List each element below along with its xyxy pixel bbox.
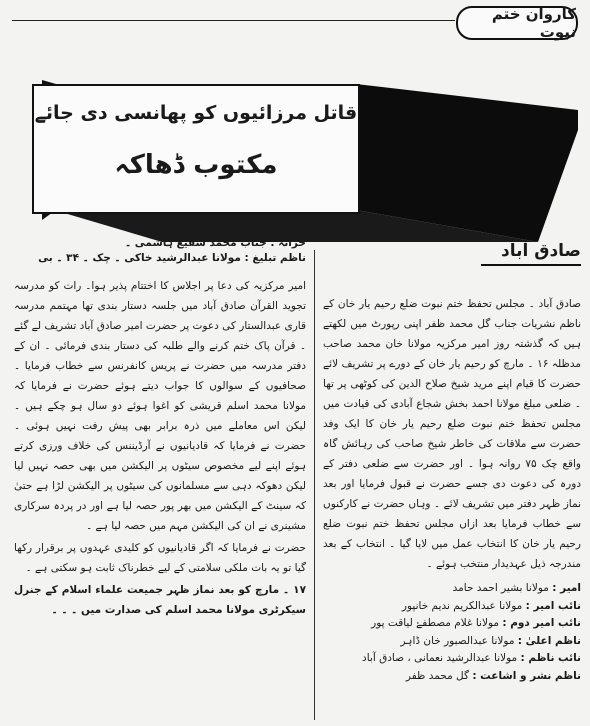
credit-treasurer: خزانہ : جناب محمد شفیع ہاشمی ۔ (124, 237, 306, 249)
officer-entry (323, 598, 581, 616)
column-divider (314, 250, 315, 720)
masthead-rule (12, 20, 455, 21)
right-column (323, 236, 581, 685)
officer-name: گل محمد ظفر (405, 669, 469, 682)
headline-subtitle: مکتوب ڈھاکہ (114, 150, 278, 180)
officer-entry (323, 580, 581, 598)
left-column (14, 236, 306, 622)
article-paragraph: امیر مرکزیہ کی دعا پر اجلاس کا اختتام پذیر ہوا۔ رات کو مدرسہ تجوید القرآن صادق آباد میں جلسہ دستار بندی تھا مہتمم مدرسہ قاری عبدالستار کی دعوت پر حضرت امیر صادق آباد تشریف لے گئے ۔ قرآن پاک ختم کرنے والے طلبہ کی دستار بندی فرمائی ۔ ان کے دفتر مدرسہ میں حضرت نے پریس کانفرنس سے خطاب فرمایا ۔ صحافیوں کے سوالوں کا جواب دیتے ہوئے حضرت نے فرمایا کہ مولانا محمد اسلم قریشی کو اغوا ہوئے دو سال ہو چکے ہیں ۔ لیکن اس معاملے میں ذرہ برابر بھی پیش رفت نہیں ہوئی ۔ حضرت نے فرمایا کہ قادیانیوں نے آرڈیننس کی خلاف ورزی کرتے ہوئے اپنے لیے مخصوص سیٹوں پر الیکشن میں بھی حصہ نہیں لیا لیکن دھوکہ دہی سے مسلمانوں کی سیٹوں پر الیکشن لڑا ہے حتیٰ کہ سینٹ کے الیکشن میں بھر پور حصہ لیا ہے اور در پردہ سرکاری مشینری نے ان کی الیکشن مہم میں حصہ لیا ہے ۔ (14, 280, 306, 532)
article-paragraph: ۱۷ ۔ مارچ کو بعد نماز ظہر جمیعت علماء اسلام کے جنرل سیکرٹری مولانا محمد اسلم کی صدارت میں ۔ ۔ ۔ (14, 584, 306, 616)
officer-role: امیر : (552, 582, 581, 594)
credit-preacher: ناظم تبلیغ : مولانا عبدالرشید خاکی ۔ چک ۔ ۳۴ ۔ بی (38, 252, 306, 264)
officer-entry (323, 615, 581, 633)
officer-name: مولانا عبدالصبور خان ڈاہر (400, 634, 515, 647)
officer-role: ناظم اعلیٰ : (517, 634, 581, 647)
section-title: صادق آباد (501, 241, 581, 261)
officer-role: نائب ناظم : (520, 652, 581, 664)
headline-box (32, 84, 360, 214)
officer-name: مولانا عبدالکریم ندیم خانپور (401, 599, 523, 612)
officer-name: مولانا بشیر احمد حامد (452, 582, 549, 594)
officer-entry (323, 668, 581, 686)
officer-role: ناظم نشر و اشاعت : (472, 669, 581, 682)
officer-entry (323, 633, 581, 651)
masthead-badge: کاروان ختم نبوت (456, 6, 578, 40)
officer-entry (323, 650, 581, 668)
article-paragraph: حضرت نے فرمایا کہ اگر قادیانیوں کو کلیدی عہدوں پر برقرار رکھا گیا تو یہ بات ملکی سلامتی کے لیے خطرناک ثابت ہو سکتی ہے ۔ (14, 542, 306, 574)
article-paragraph: صادق آباد ۔ مجلس تحفظ ختم نبوت ضلع رحیم یار خان کے ناظم نشریات جناب گل محمد ظفر اپنی رپورٹ میں لکھتے ہیں کہ گذشتہ روز امیر مرکزیہ مولانا خان محمد صاحب مدظلہ ۱۶ ۔ مارچ کو رحیم یار خان کے دورے پر تشریف لائے حضرت کا قیام اپنے مرید شیخ صلاح الدین کی کوٹھی پر تھا ۔ ضلعی مبلغ مولانا احمد بخش شجاع آبادی کی قیادت میں مجلس تحفظ ختم نبوت ضلع رحیم یار خان کا ایک وفد حضرت سے ملاقات کی خاطر شیخ صاحب کی رہائش گاہ واقع چک ۷۵ روانہ ہوا ۔ اور حضرت سے ضلعی دفتر کے دورہ کی دعوت دی جسے حضرت نے قبول فرمایا اور بعد نماز ظہر دفتر میں تشریف لائے ۔ وہاں حضرت نے کارکنوں سے خطاب فرمایا بعد ازاں مجلس تحفظ ختم نبوت ضلع رحیم یار خان کا انتخاب عمل میں لایا گیا ۔ انتخاب کے بعد مندرجہ ذیل عہدیدار منتخب ہوئے ۔ (323, 298, 582, 570)
headline-title: قاتل مرزائیوں کو پھانسی دی جائے (34, 102, 358, 124)
officer-name: مولانا غلام مصطفےٰ لیاقت پور (371, 617, 500, 629)
officer-role: نائب امیر : (525, 599, 581, 612)
officer-name: مولانا عبدالرشید نعمانی ، صادق آباد (362, 652, 518, 664)
officer-role: نائب امیر دوم : (502, 617, 581, 629)
section-title-underline (481, 264, 581, 266)
officer-list (323, 580, 581, 685)
